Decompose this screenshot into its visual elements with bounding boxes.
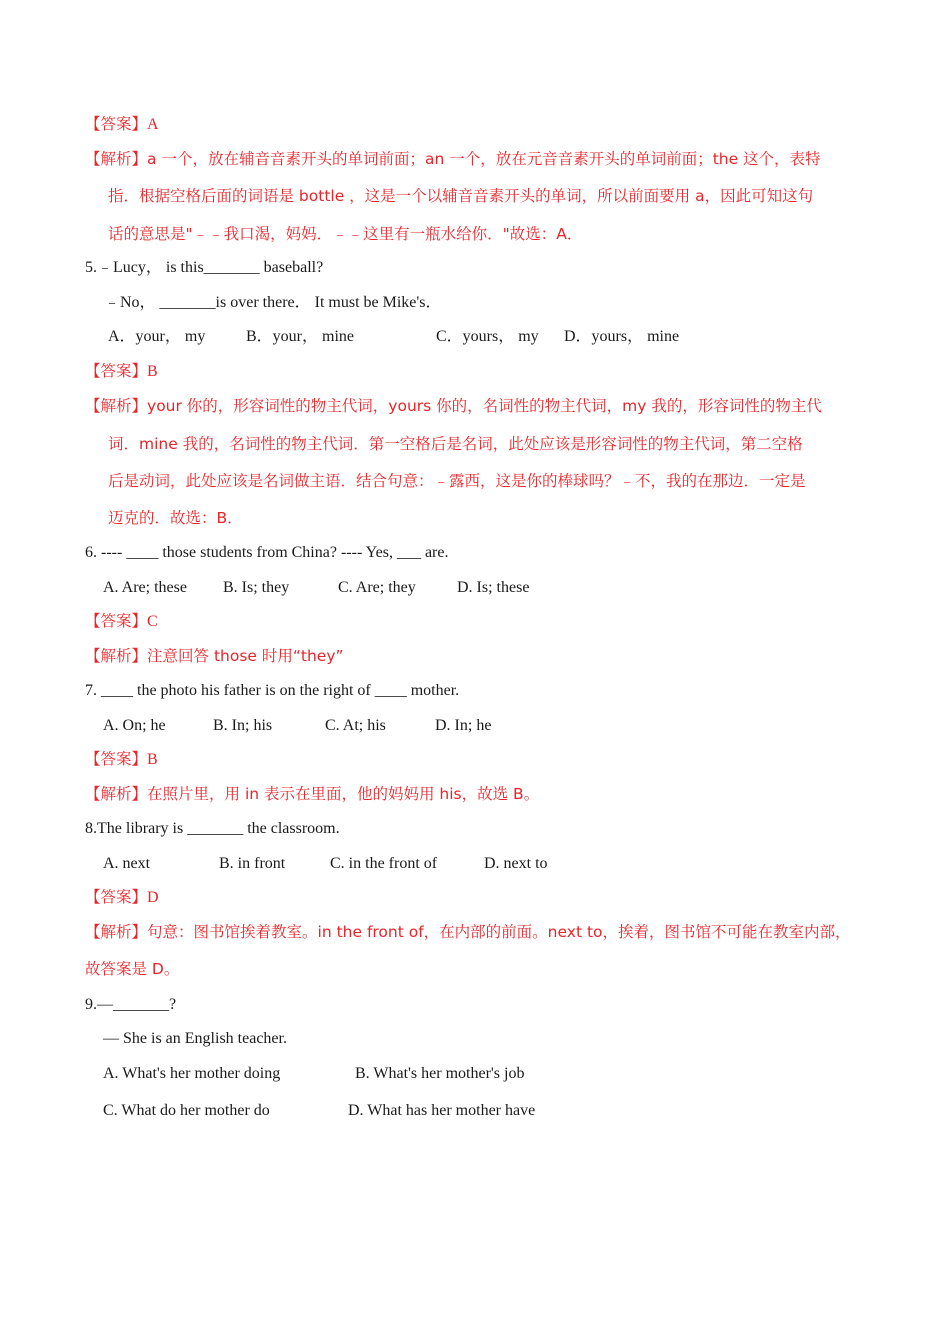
q4-analysis-line: 【解析】a 一个，放在辅音音素开头的单词前面；an 一个，放在元音音素开头的单词前面；the 这个，表特 — [85, 150, 821, 168]
q9-option-b: B. What's her mother's job — [355, 1065, 525, 1082]
q6-stem: 6. ---- ____ those students from China? ---- Yes, ___ are. — [85, 544, 449, 561]
q4-answer: 【答案】A — [85, 115, 159, 133]
q4-analysis-line: 指．根据空格后面的词语是 bottle ，这是一个以辅音音素开头的单词，所以前面要用 a，因此可知这句 — [108, 187, 814, 205]
q7-option-b: B. In; his — [213, 717, 273, 734]
q5-analysis-line: 【解析】your 你的，形容词性的物主代词，yours 你的，名词性的物主代词，my 我的，形容词性的物主代 — [85, 397, 822, 415]
q5-option-c: C．yours， my — [436, 328, 539, 345]
q8-option-a: A. next — [103, 855, 151, 872]
q6-analysis: 【解析】注意回答 those 时用“they” — [85, 647, 344, 665]
q5-option-d: D．yours， mine — [564, 328, 680, 345]
q7-option-c: C. At; his — [325, 717, 386, 734]
q8-answer: 【答案】D — [85, 888, 159, 906]
q9-option-c: C. What do her mother do — [103, 1102, 270, 1119]
q9-stem: 9.—_______? — [85, 996, 177, 1013]
q6-option-d: D. Is; these — [457, 579, 530, 596]
q5-analysis-line: 后是动词，此处应该是名词做主语．结合句意：﹣露西，这是你的棒球吗？﹣不，我的在那边．一定是 — [108, 472, 806, 490]
q5-stem: 5.﹣Lucy， is this_______ baseball? — [85, 259, 324, 276]
q4-analysis-line: 话的意思是"﹣﹣我口渴，妈妈．﹣﹣这里有一瓶水给你．"故选：A． — [108, 225, 583, 243]
q7-analysis: 【解析】在照片里，用 in 表示在里面，他的妈妈用 his，故选 B。 — [85, 785, 540, 803]
q5-analysis-line: 迈克的．故选：B． — [108, 509, 243, 527]
q8-option-d: D. next to — [484, 855, 548, 872]
q8-option-c: C. in the front of — [330, 855, 438, 872]
q6-answer: 【答案】C — [85, 612, 158, 630]
q8-option-b: B. in front — [219, 855, 286, 872]
q8-stem: 8.The library is _______ the classroom. — [85, 820, 340, 837]
q9-option-d: D. What has her mother have — [348, 1102, 536, 1119]
q6-option-c: C. Are; they — [338, 579, 416, 596]
q9-reply: — She is an English teacher. — [103, 1030, 287, 1047]
q9-option-a: A. What's her mother doing — [103, 1065, 281, 1082]
q7-stem: 7. ____ the photo his father is on the right of ____ mother. — [85, 682, 460, 699]
q5-answer: 【答案】B — [85, 362, 158, 380]
q6-option-b: B. Is; they — [223, 579, 290, 596]
q5-option-a: A．your， my — [108, 328, 206, 345]
q7-option-d: D. In; he — [435, 717, 492, 734]
q5-option-b: B．your， mine — [246, 328, 354, 345]
q7-answer: 【答案】B — [85, 750, 158, 768]
q8-analysis-line: 【解析】句意：图书馆挨着教室。in the front of，在内部的前面。next to，挨着，图书馆不可能在教室内部， — [85, 923, 851, 941]
q5-analysis-line: 词．mine 我的，名词性的物主代词．第一空格后是名词，此处应该是形容词性的物主代词，第二空格 — [108, 435, 803, 453]
q6-option-a: A. Are; these — [103, 579, 187, 596]
q7-option-a: A. On; he — [103, 717, 166, 734]
q5-stem-reply: ﹣No， _______is over there． It must be Mike's． — [104, 294, 442, 311]
q8-analysis-line: 故答案是 D。 — [85, 960, 180, 978]
